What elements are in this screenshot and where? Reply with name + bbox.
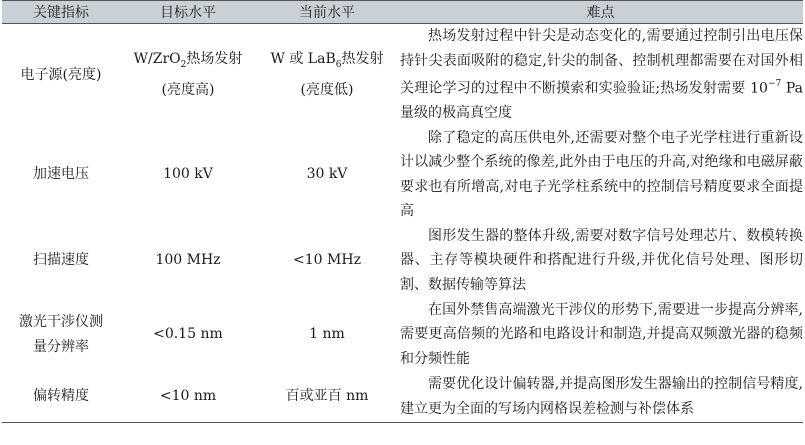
metric-cell: 加速电压 — [33, 166, 89, 183]
target-cell: <10 nm — [159, 388, 217, 405]
table-row — [2, 126, 803, 224]
difficulty-cell: 需要优化设计偏转器,并提高图形发生器输出的控制信号精度,建立更为全面的写场内网格误差检测与补偿体系 — [400, 376, 803, 417]
table-row — [2, 298, 803, 372]
difficulty-cell: 图形发生器的整体升级,需要对数字信号处理芯片、数模转换器、主存等模块硬件和搭配进行升级,并优化信号处理、图形切割、数据传输等算法 — [400, 227, 803, 293]
table-row — [2, 372, 803, 423]
table-row — [2, 224, 803, 298]
target-cell: 100 MHz — [155, 252, 221, 269]
table-row — [2, 24, 803, 126]
current-cell: <10 MHz — [293, 252, 361, 269]
difficulty-cell: 除了稳定的高压供电外,还需要对整个电子光学柱进行重新设计以减少整个系统的像差,此外由于电压的升高,对绝缘和电磁屏蔽要求也有所增高,对电子光学柱系统中的控制信号精度要求全面提高 — [400, 129, 803, 220]
header-target-level: 目标水平 — [160, 5, 216, 21]
metric-cell: 电子源(亮度) — [20, 66, 102, 83]
difficulty-cell: 在国外禁售高端激光干涉仪的形势下,需要进一步提高分辨率,需要更高倍频的光路和电路设计和制造,并提高双频激光器的稳频和分频性能 — [400, 301, 803, 367]
current-cell: 1 nm — [309, 326, 345, 343]
target-cell: <0.15 nm — [153, 326, 223, 343]
target-cell: 100 kV — [163, 166, 213, 183]
key-indicators-table — [2, 0, 803, 423]
table-header-row — [2, 1, 803, 24]
target-cell: W/ZrO$_2$热场发射 (亮度高) — [133, 51, 243, 98]
header-current-level: 当前水平 — [299, 5, 355, 21]
difficulty-cell: 热场发射过程中针尖是动态变化的,需要通过控制引出电压保持针尖表面吸附的稳定,针尖的制备、控制机理都需要在对国外相关理论学习的过程中不断摸索和实验验证;热场发射需要 $10^{-7}$ Pa 量级的极高真空度 — [400, 28, 803, 122]
metric-cell: 扫描速度 — [33, 252, 89, 269]
metric-cell: 偏转精度 — [33, 388, 89, 405]
header-key-indicator: 关键指标 — [33, 5, 89, 21]
header-difficulty: 难点 — [586, 5, 615, 21]
metric-cell: 激光干涉仪测 量分辨率 — [19, 314, 103, 355]
current-cell: 30 kV — [306, 166, 348, 183]
current-cell: 百或亚百 nm — [285, 388, 369, 405]
current-cell: W 或 LaB$_6$热发射 (亮度低) — [270, 51, 384, 98]
